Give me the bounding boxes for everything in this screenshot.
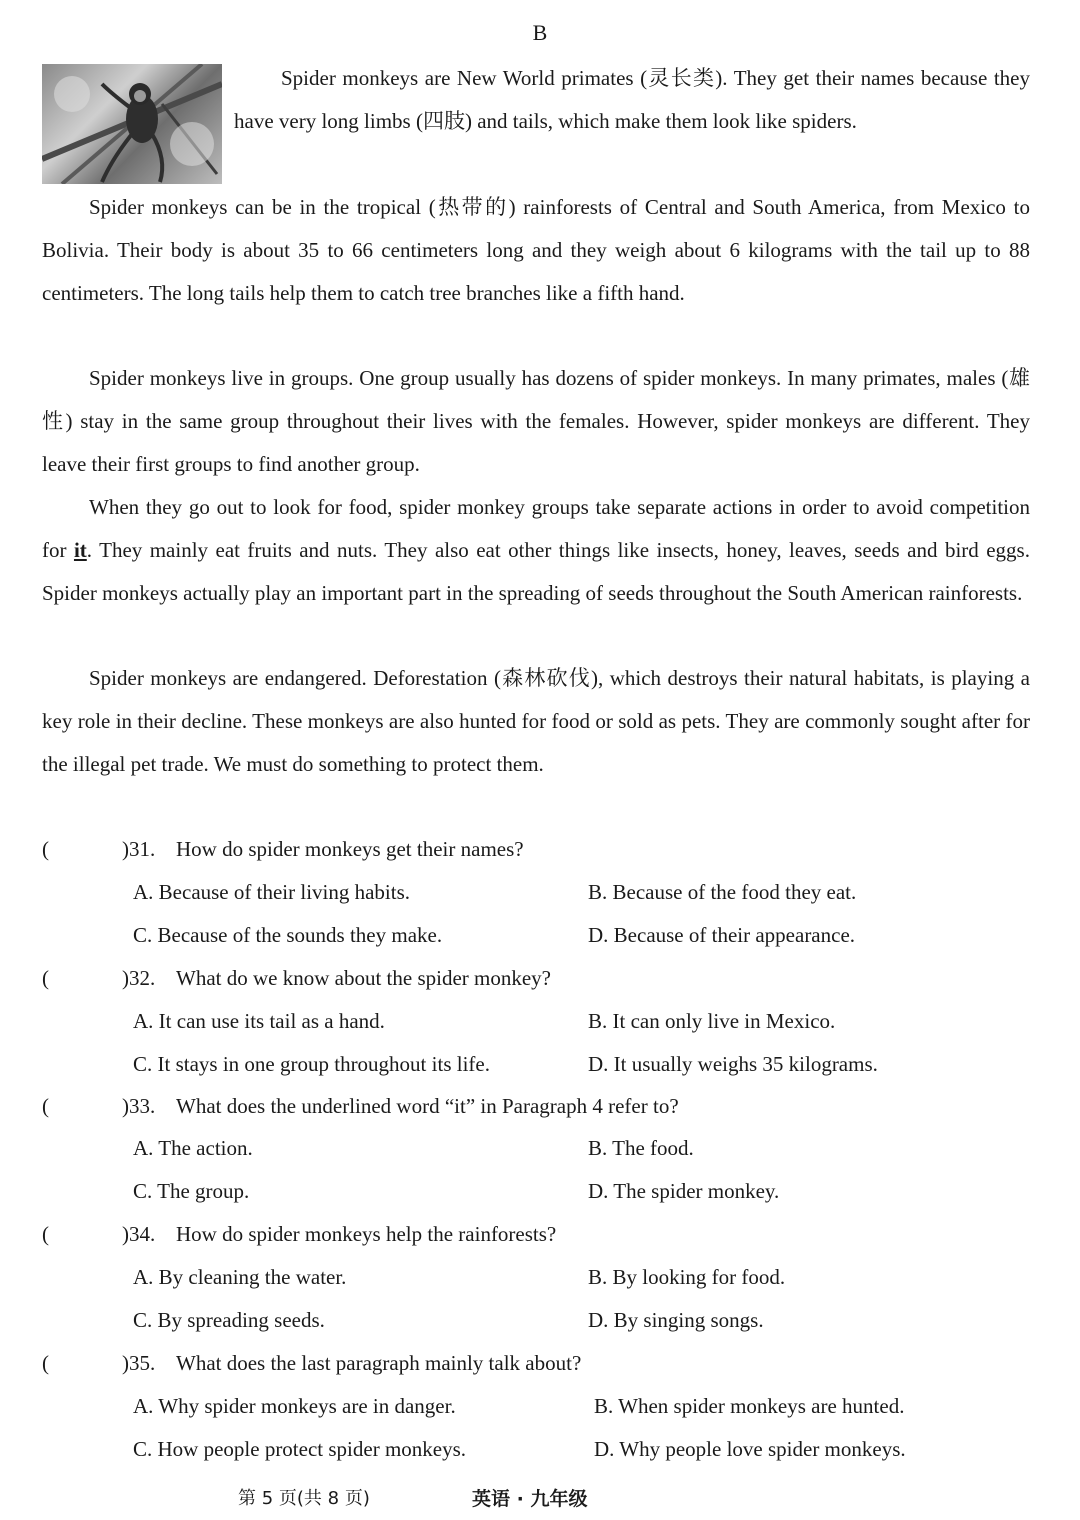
passage-paragraph-3: Spider monkeys live in groups. One group usually has dozens of spider monkeys. In many primates, males (雄性) stay in the same group throughout their lives with the females. However, spider monkeys are different. They leave their first groups to find another group. [42,366,1030,476]
answer-blank[interactable]: ( [42,837,49,861]
option-b: B. Because of the food they eat. [588,880,857,904]
answer-blank[interactable]: ( [42,1094,49,1118]
option-c: C. It stays in one group throughout its life. [133,1052,490,1076]
spider-monkey-photo [42,64,222,184]
option-a: A. The action. [133,1136,253,1160]
question-32 [42,957,1030,1000]
question-33 [42,1085,1030,1128]
option-b: B. The food. [588,1136,694,1160]
option-c: C. By spreading seeds. [133,1308,325,1332]
option-b: B. By looking for food. [588,1265,786,1289]
option-d: D. It usually weighs 35 kilograms. [588,1052,878,1076]
question-text: What do we know about the spider monkey? [176,966,551,990]
question-number: )34. [122,1222,156,1246]
option-a: A. It can use its tail as a hand. [133,1009,385,1033]
question-text: What does the underlined word “it” in Paragraph 4 refer to? [176,1094,679,1118]
option-a: A. Because of their living habits. [133,880,411,904]
question-text: What does the last paragraph mainly talk about? [176,1351,582,1375]
option-d: D. Why people love spider monkeys. [594,1437,906,1461]
question-number: )32. [122,966,156,990]
option-a: A. By cleaning the water. [133,1265,347,1289]
paragraph-4-text-before: When they go out to look for food, spider monkey groups take separate actions in order to avoid competition for [42,495,1030,562]
question-35 [42,1342,1030,1385]
passage-paragraph-4 [42,486,1030,615]
answer-blank[interactable]: ( [42,1351,49,1375]
question-number: )31. [122,837,156,861]
paragraph-4-text-after: . They mainly eat fruits and nuts. They also eat other things like insects, honey, leaves, seeds and bird eggs. Spider monkeys actually play an important part in the spreading of seeds throughout the South American rainforests. [42,538,1030,605]
option-c: C. How people protect spider monkeys. [133,1437,467,1461]
option-d: D. Because of their appearance. [588,923,856,947]
passage-paragraph-5: Spider monkeys are endangered. Deforestation (森林砍伐), which destroys their natural habitats, is playing a key role in their decline. These monkeys are also hunted for food or sold as pets. They are commonly sought after for the illegal pet trade. We must do something to protect them. [42,666,1030,776]
option-c: C. The group. [133,1179,250,1203]
answer-blank[interactable]: ( [42,1222,49,1246]
passage-paragraph-2: Spider monkeys can be in the tropical (热带的) rainforests of Central and South America, from Mexico to Bolivia. Their body is about 35 to 66 centimeters long and they weigh about 6 kilograms with the tail up to 88 centimeters. The long tails help them to catch tree branches like a fifth hand. [42,195,1030,305]
question-number: )33. [122,1094,156,1118]
page-footer [0,1484,1080,1514]
subject-grade: 英语 · 九年级 [472,1488,588,1510]
question-text: How do spider monkeys help the rainforests? [176,1222,557,1246]
question-number: )35. [122,1351,156,1375]
answer-blank[interactable]: ( [42,966,49,990]
underlined-word-it: it [73,538,87,562]
section-letter: B [532,20,548,45]
option-d: D. By singing songs. [588,1308,764,1332]
option-b: B. It can only live in Mexico. [588,1009,836,1033]
option-d: D. The spider monkey. [588,1179,780,1203]
option-b: B. When spider monkeys are hunted. [594,1394,905,1418]
passage-paragraph-1: Spider monkeys are New World primates (灵长类). They get their names because they have very long limbs (四肢) and tails, which make them look like spiders. [234,66,1030,133]
question-text: How do spider monkeys get their names? [176,837,524,861]
page-number: 第 5 页(共 8 页) [238,1488,370,1509]
option-c: C. Because of the sounds they make. [133,923,443,947]
question-31 [42,828,1030,871]
option-a: A. Why spider monkeys are in danger. [133,1394,456,1418]
question-34 [42,1213,1030,1256]
